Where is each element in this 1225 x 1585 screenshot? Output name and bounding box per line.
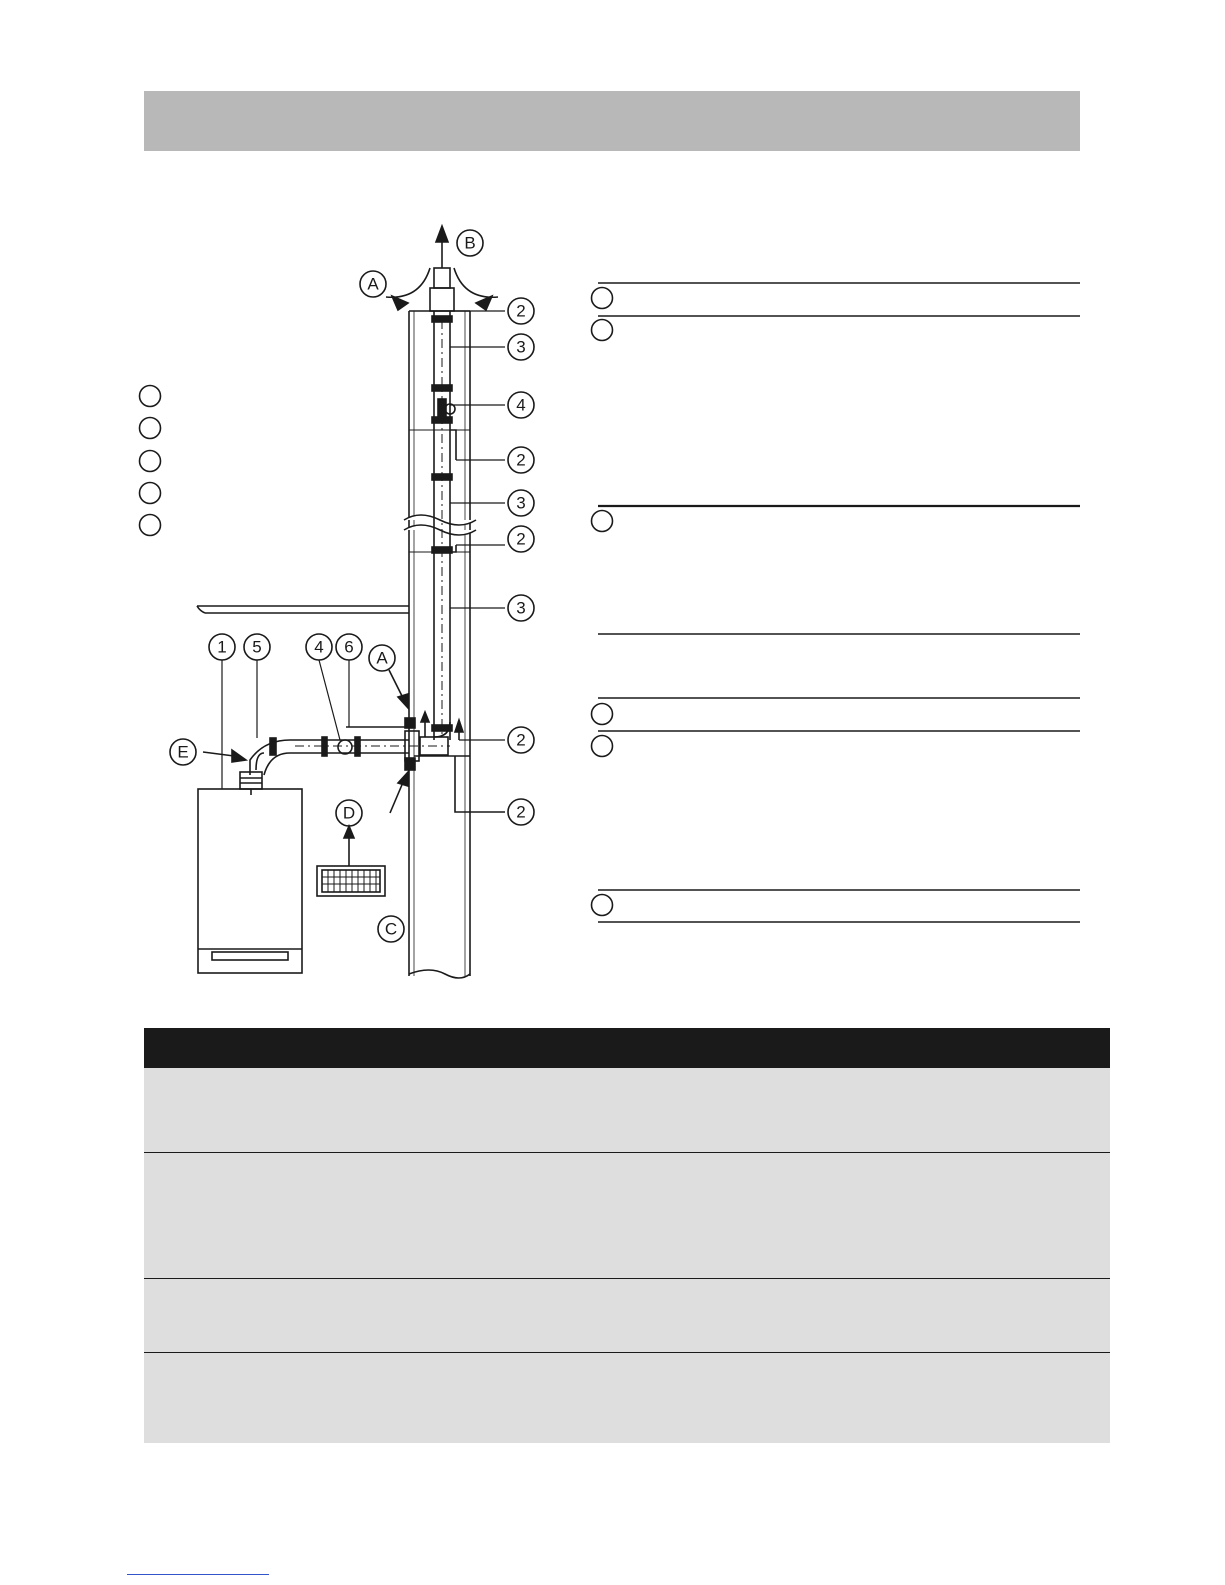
air-vent-grille	[317, 826, 385, 896]
table-row	[144, 1153, 1110, 1279]
callout-2: 2	[516, 450, 526, 470]
callout-leaders	[222, 311, 505, 789]
table-header	[144, 1028, 1110, 1068]
callout-2: 2	[516, 529, 526, 549]
airflow-arrows	[203, 670, 408, 813]
callout-a: A	[376, 648, 388, 668]
callout-2: 2	[516, 301, 526, 321]
table-row	[144, 1068, 1110, 1153]
table-row	[144, 1353, 1110, 1443]
boiler-unit	[198, 772, 302, 973]
footer-link-underline[interactable]	[127, 1574, 269, 1575]
callout-e: E	[177, 742, 189, 762]
callout-6: 6	[344, 637, 354, 657]
callout-d: D	[342, 803, 356, 823]
callout-3: 3	[516, 598, 526, 618]
callout-b: B	[464, 233, 476, 253]
callout-5: 5	[252, 637, 262, 657]
callout-3: 3	[516, 493, 526, 513]
vertical-flue-pipe	[432, 311, 456, 740]
callout-c: C	[384, 919, 398, 939]
callout-1: 1	[217, 637, 227, 657]
info-table	[144, 1028, 1110, 1443]
table-row	[144, 1279, 1110, 1353]
roof-terminal	[386, 226, 498, 311]
callout-4: 4	[314, 637, 324, 657]
left-legend-markers	[140, 386, 161, 536]
callout-3: 3	[516, 337, 526, 357]
callout-2: 2	[516, 730, 526, 750]
callout-a-top: A	[367, 274, 379, 294]
right-legend	[592, 283, 1081, 922]
horizontal-connecting-pipe	[250, 712, 505, 812]
callout-4: 4	[516, 395, 526, 415]
callout-2: 2	[516, 802, 526, 822]
